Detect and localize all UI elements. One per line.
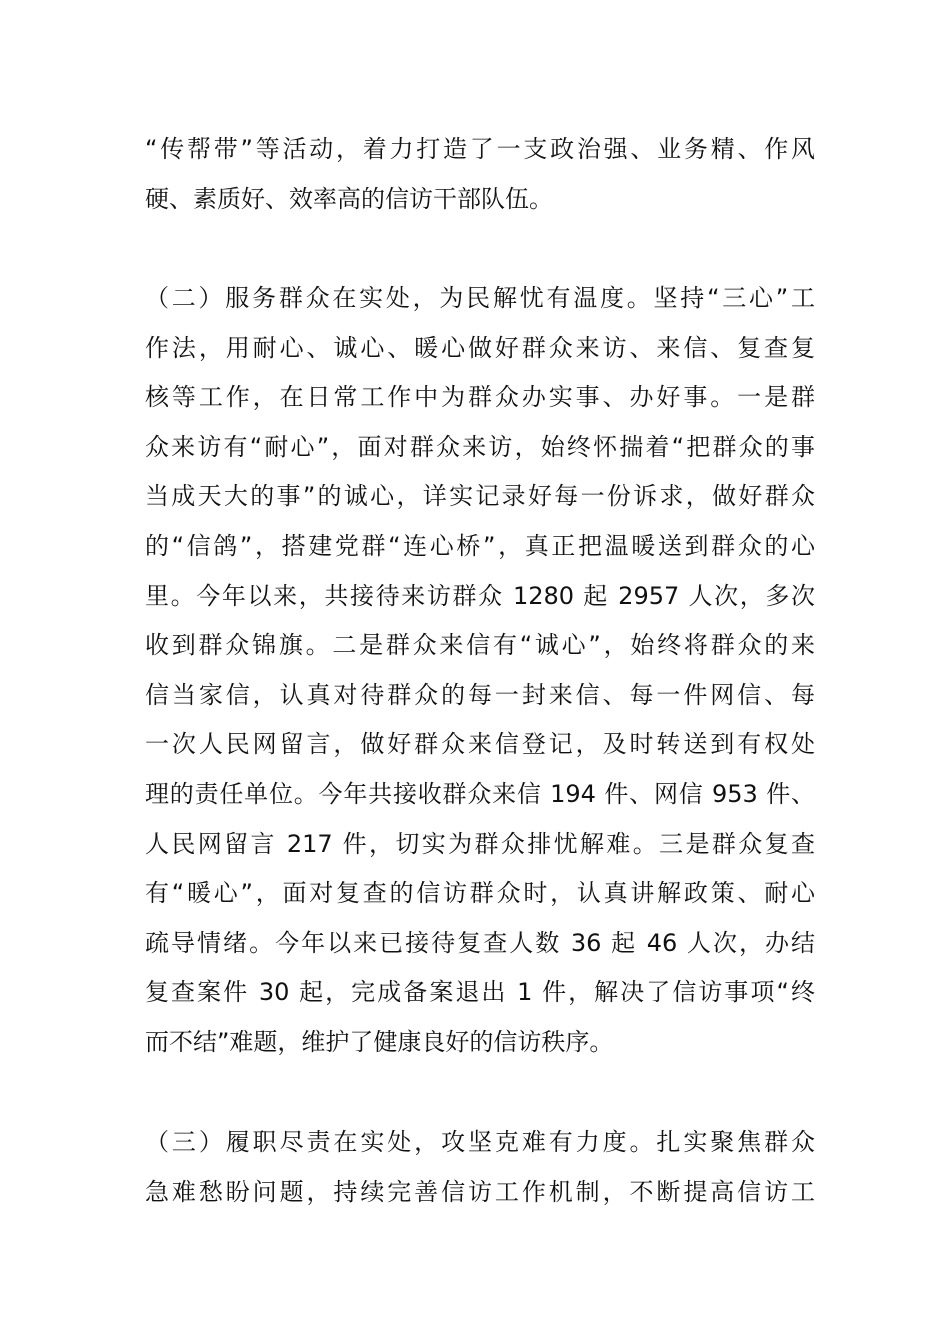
text-line: 疏导情绪。今年以来已接待复查人数 36 起 46 人次，办结 [145, 928, 815, 957]
text-line: 急难愁盼问题，持续完善信访工作机制，不断提高信访工 [145, 1177, 815, 1206]
text-line: 硬、素质好、效率高的信访干部队伍。 [145, 184, 553, 213]
text-line: 而不结”难题，维护了健康良好的信访秩序。 [145, 1027, 614, 1056]
section-heading-line: （三）履职尽责在实处，攻坚克难有力度。扎实聚焦群众 [145, 1128, 815, 1156]
text-line: 人民网留言 217 件，切实为群众排忧解难。三是群众复查 [145, 829, 815, 858]
text-line: 作法，用耐心、诚心、暖心做好群众来访、来信、复查复 [145, 333, 815, 362]
text-line: 一次人民网留言，做好群众来信登记，及时转送到有权处 [145, 730, 815, 759]
text-line: 的“信鸽”，搭建党群“连心桥”，真正把温暖送到群众的心 [145, 531, 815, 560]
text-line: 核等工作，在日常工作中为群众办实事、办好事。一是群 [145, 383, 815, 412]
text-line: 复查案件 30 起，完成备案退出 1 件，解决了信访事项“终 [145, 978, 815, 1007]
paragraph-cadre-team [145, 125, 815, 224]
text-line: 有“暖心”，面对复查的信访群众时，认真讲解政策、耐心 [145, 879, 815, 908]
text-line: 众来访有“耐心”，面对群众来访，始终怀揣着“把群众的事 [145, 432, 815, 461]
text-line: 收到群众锦旗。二是群众来信有“诚心”，始终将群众的来 [145, 631, 815, 660]
text-line: 当成天大的事”的诚心，详实记录好每一份诉求，做好群众 [145, 482, 815, 511]
text-line: 理的责任单位。今年共接收群众来信 194 件、网信 953 件、 [145, 779, 815, 808]
text-line: 信当家信，认真对待群众的每一封来信、每一件网信、每 [145, 680, 815, 709]
paragraph-serve-masses [145, 274, 815, 1068]
paragraph-fulfill-duties [145, 1118, 815, 1217]
text-line: “传帮带”等活动，着力打造了一支政治强、业务精、作风 [145, 135, 815, 163]
section-heading-line: （二）服务群众在实处，为民解忧有温度。坚持“三心”工 [145, 284, 815, 312]
text-line: 里。今年以来，共接待来访群众 1280 起 2957 人次，多次 [145, 581, 815, 610]
